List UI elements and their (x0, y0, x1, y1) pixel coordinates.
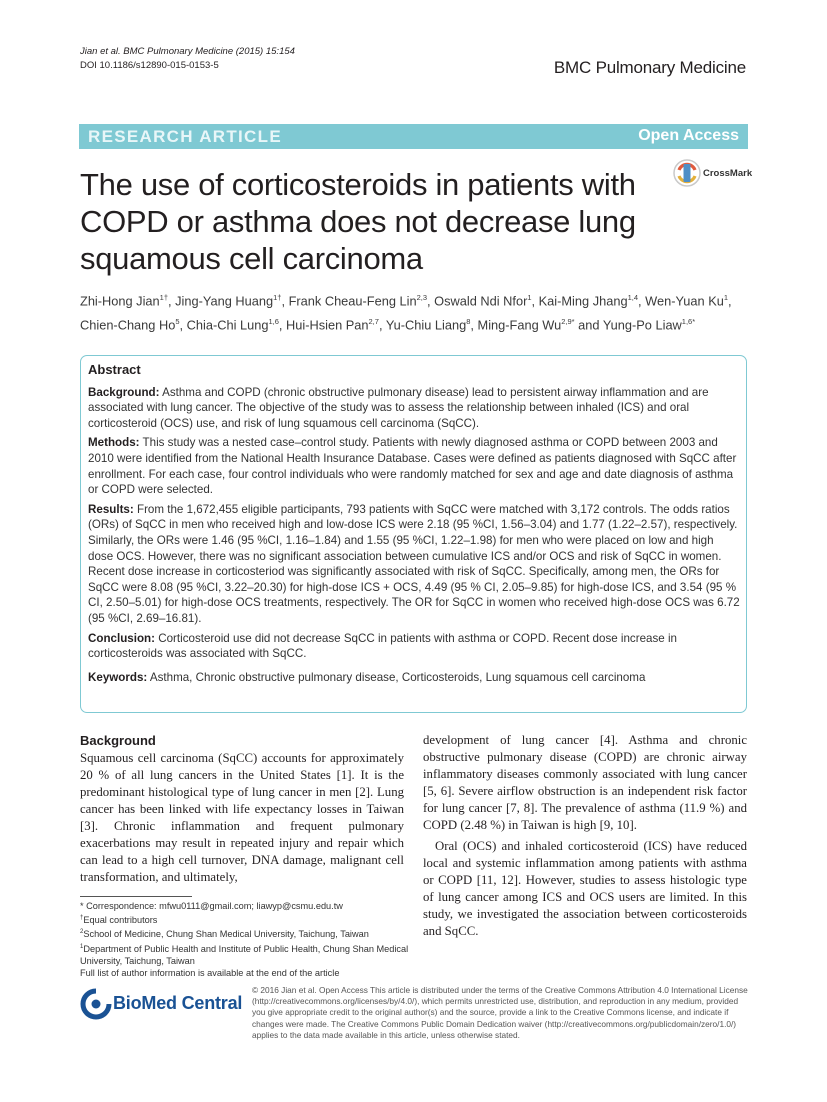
abstract-background: Background: Asthma and COPD (chronic obstructive pulmonary disease) lead to persistent airway inflammation and are associated with lung cancer. The objective of the study was to assess the relationship between inhaled (ICS) and oral corticosteroid (OCS) use, and risk of lung squamous cell carcinoma (SqCC). (88, 385, 709, 430)
author-name: Yu-Chiu Liang (385, 317, 467, 333)
author-name: Kai-Ming Jhang (538, 293, 628, 309)
author-affiliation-mark: 1,4 (627, 293, 638, 302)
author-name: Chia-Chi Lung (186, 317, 269, 333)
author-name: Yung-Po Liaw (602, 317, 682, 333)
equal-contributors-note: †Equal contributors (80, 915, 158, 926)
author-affiliation-mark: 1,6* (681, 317, 696, 327)
author-name: Ming-Fang Wu (477, 317, 562, 333)
author-affiliation-mark: 1 (723, 293, 729, 302)
abstract-content (88, 362, 740, 689)
journal-name: BMC Pulmonary Medicine (553, 58, 746, 77)
publisher-logo: BioMed Central (113, 993, 243, 1013)
author-affiliation-mark: 1,6 (268, 317, 279, 327)
author-affiliation-mark: 1 (527, 293, 532, 302)
author-name: Oswald Ndi Nfor (434, 293, 528, 309)
author-affiliation-mark: 1† (159, 293, 169, 302)
affiliation-2: $^2$School of Medicine, Chung Shan Medical University, Taichung, Taiwan (80, 929, 369, 940)
abstract-keywords: Keywords: Asthma, Chronic obstructive pulmonary disease, Corticosteroids, Lung squamous cell carcinoma (88, 670, 646, 684)
author-name: Hui-Hsien Pan (286, 317, 369, 333)
background-paragraph-1: Squamous cell carcinoma (SqCC) accounts for approximately 20 % of all lung cancers in the United States [1]. It is the predominant histological type of lung cancer in men [2]. Lung cancer has been linked with life expectancy losses in Taiwan [3]. Chronic inflammation and frequent pulmonary exacerbations may result in repeated injury and repair which can lead to a high cell turnover, DNA damage, malignant cell transformation, and ultimately, (80, 751, 404, 884)
author-affiliation-mark: 2,3 (416, 293, 428, 302)
article-title: The use of corticosteroids in patients with COPD or asthma does not decrease lung squamous cell carcinoma (80, 167, 636, 276)
abstract-heading: Abstract (88, 362, 141, 377)
crossmark-label[interactable]: CrossMark (703, 168, 753, 179)
author-name: Chien-Chang Ho (80, 317, 176, 333)
author-list: Zhi-Hong Jian$^{1\dagger}$, Jing-Yang Huang$^{1\dagger}$, Frank Cheau-Feng Lin$^{2,3}$, Oswald Ndi Nfor$^1$, Kai-Ming Jhang$^{1,4}$, Wen-Yuan Ku$^1$, Chien-Chang Ho$^5$, Chia-Chi Lung$^{1,6}$, Hui-Hsien Pan$^{2,7}$, Yu-Chiu Liang$^8$, Ming-Fang $Wu^{2,9*}$ and Yung-Po Liaw$^{1,6*}$ (80, 293, 732, 333)
author-name: Wen-Yuan Ku (645, 293, 724, 309)
full-author-info-note: Full list of author information is available at the end of the article (80, 968, 340, 979)
correspondence-note[interactable]: * Correspondence: mfwu0111@gmail.com; liawyp@csmu.edu.tw (80, 901, 343, 911)
background-heading: Background (80, 733, 156, 748)
background-paragraph-2: development of lung cancer [4]. Asthma and chronic obstructive pulmonary disease (COPD) are chronic airway inflammatory diseases commonly associated with lung cancer [5, 6]. Severe airflow obstruction is an independent risk factor for lung cancer [7, 8]. The prevalence of asthma (11.9 %) and COPD (2.48 %) in Taiwan is high [9, 10]. (423, 733, 747, 832)
article-type-label: RESEARCH ARTICLE (88, 127, 282, 146)
affiliation-1: $^1$Department of Public Health and Institute of Public Health, Chung Shan Medical University, Taichung, Taiwan (80, 943, 409, 966)
abstract-results: Results: From the 1,672,455 eligible participants, 793 patients with SqCC were matched with 3,172 controls. The odds ratios (ORs) of SqCC in men who received high and low-dose ICS were 2.18 (95 %CI, 1.56–3.04) and 1.77 (1.22–2.57), respectively. Similarly, the ORs were 1.46 (95 %CI, 1.16–1.84) and 1.55 (95 %CI, 1.22–1.98) for men who were placed on low and high dose OCS. However, there was no significant association between cumulative ICS and/or OCS and risk of SqCC in women. Recent dose increase in corticosteriod was significantly associated with risk of SqCC. Specifically, among men, the ORs for SqCC were 8.08 (95 %CI, 3.22–20.30) for high-dose ICS + OCS, 4.49 (95 % CI, 2.05–9.85) for high-dose ICS, and 3.54 (95 % CI, 2.50–5.01) for high-dose OCS treatments, respectively. The OR for SqCC in women who received high-dose OCS was 6.72 (95 %CI, 2.69–16.81). (88, 502, 740, 625)
author-affiliation-mark: 5 (175, 317, 180, 327)
license-text: © 2016 Jian et al. Open Access This article is distributed under the terms of the Creative Commons Attribution 4.0 International License (http://creativecommons.org/licenses/by/4.0/), which permits unrestricted use, distribution, and reproduction in any medium, provided you give appropriate credit to the original author(s) and the source, provide a link to the Creative Commons license, and indicate if changes were made. The Creative Commons Public Domain Dedication waiver (http://creativecommons.org/publicdomain/zero/1.0/) applies to the data made available in this article, unless otherwise stated. (252, 985, 748, 1040)
author-affiliation-mark: 2,7 (368, 317, 379, 327)
author-name: Zhi-Hong Jian (80, 293, 160, 309)
body-column-left (80, 732, 404, 886)
abstract-methods: Methods: This study was a nested case–control study. Patients with newly diagnosed asthma or COPD between 2003 and 2010 were identified from the National Health Insurance Database. Cases were defined as patients diagnosed with SqCC after enrollment. For each case, four control individuals who were randomly matched for sex and age and date diagnosis of asthma or COPD were selected. (88, 436, 737, 497)
doi-line[interactable]: DOI 10.1186/s12890-015-0153-5 (80, 60, 219, 71)
author-name: Frank Cheau-Feng Lin (288, 293, 417, 309)
author-affiliation-mark: 1† (273, 293, 282, 302)
author-name: Jing-Yang Huang (175, 293, 274, 309)
body-column-right (423, 732, 747, 940)
biomed-central-logo-icon (80, 988, 112, 1020)
footnotes (80, 900, 410, 979)
author-affiliation-mark: 8 (466, 317, 471, 327)
open-access-label[interactable]: Open Access (638, 127, 739, 144)
abstract-conclusion: Conclusion: Corticosteroid use did not decrease SqCC in patients with asthma or COPD. Recent dose increase in corticosteroids was associated with SqCC. (88, 631, 677, 661)
crossmark-icon[interactable] (673, 158, 701, 188)
author-affiliation-mark: 2,9* (561, 317, 575, 327)
background-paragraph-3: Oral (OCS) and inhaled corticosteroid (ICS) have reduced local and systemic inflammation among patients with asthma or COPD [11, 12]. However, studies to assess histologic type of lung cancer among ICS and OCS users are limited. In this study, we investigated the association between corticosteroids and SqCC. (423, 839, 747, 938)
citation-line: Jian et al. BMC Pulmonary Medicine (2015) 15:154 (80, 46, 295, 57)
footnote-divider (80, 896, 192, 897)
